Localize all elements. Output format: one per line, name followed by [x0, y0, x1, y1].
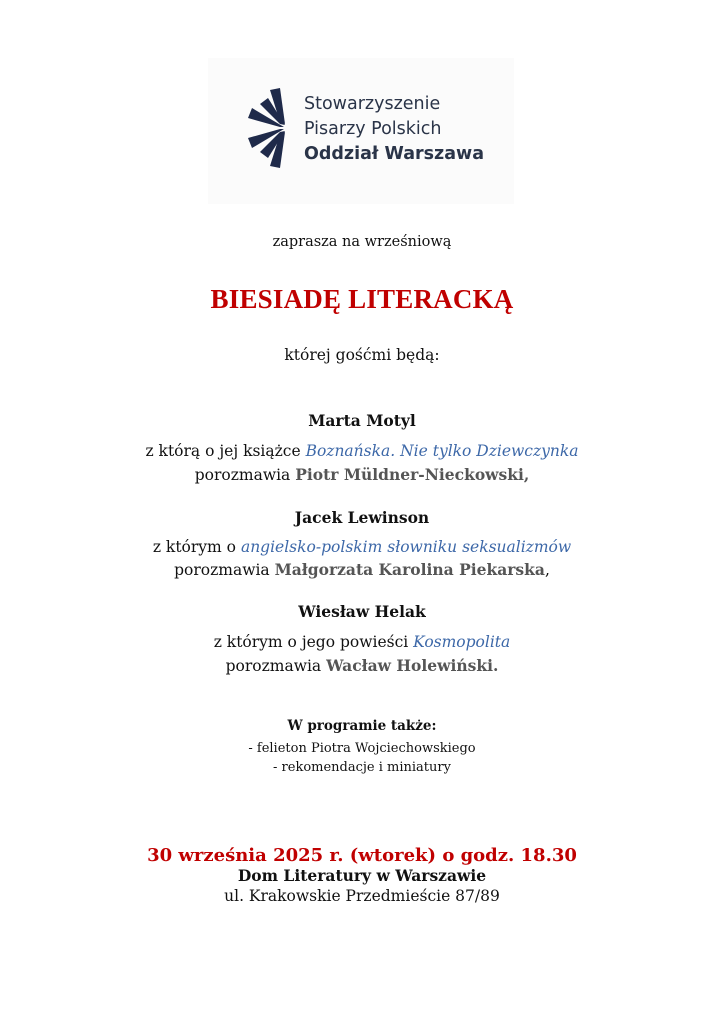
book-title: Boznańska. Nie tylko Dziewczynka [305, 442, 579, 460]
guest-topic [0, 633, 724, 651]
guest-host [0, 465, 724, 484]
host-prefix: porozmawia [225, 657, 327, 675]
host-prefix: porozmawia [194, 466, 296, 484]
guests-intro: której gośćmi będą: [284, 346, 440, 364]
pen-nibs-logo-icon [242, 87, 290, 169]
guest-topic [0, 442, 724, 460]
topic-prefix: z którą o jej książce [145, 442, 306, 460]
program-item: - felieton Piotra Wojciechowskiego [248, 741, 476, 756]
guest-host [0, 560, 724, 579]
host-name: Wacław Holewiński. [326, 656, 499, 675]
topic-prefix: z którym o [152, 538, 241, 556]
logo-line-2: Pisarzy Polskich [304, 119, 442, 139]
logo-text [304, 92, 484, 167]
event-venue: Dom Literatury w Warszawie [237, 866, 487, 885]
host-suffix: , [544, 561, 550, 579]
guest-host [0, 656, 724, 675]
host-name: Piotr Müldner-Nieckowski, [295, 465, 530, 484]
logo-line-3: Oddział Warszawa [304, 144, 485, 164]
guest-topic [0, 538, 724, 556]
guest-name: Wiesław Helak [298, 602, 426, 621]
program-item: - rekomendacje i miniatury [273, 760, 451, 775]
logo [208, 58, 514, 204]
event-date: 30 września 2025 r. (wtorek) o godz. 18.30 [147, 845, 577, 866]
invite-text: zaprasza na wrześniową [272, 234, 452, 250]
logo-line-1: Stowarzyszenie [304, 94, 441, 114]
guest-name: Marta Motyl [308, 411, 416, 430]
guest-name: Jacek Lewinson [294, 508, 430, 527]
host-name: Małgorzata Karolina Piekarska [274, 560, 545, 579]
event-title: BIESIADĘ LITERACKĄ [210, 284, 514, 314]
book-title: Kosmopolita [413, 633, 511, 651]
program-title: W programie także: [287, 718, 437, 734]
host-prefix: porozmawia [174, 561, 275, 579]
book-title: angielsko-polskim słowniku seksualizmów [240, 538, 572, 556]
event-address: ul. Krakowskie Przedmieście 87/89 [224, 887, 500, 905]
topic-prefix: z którym o jego powieści [213, 633, 414, 651]
